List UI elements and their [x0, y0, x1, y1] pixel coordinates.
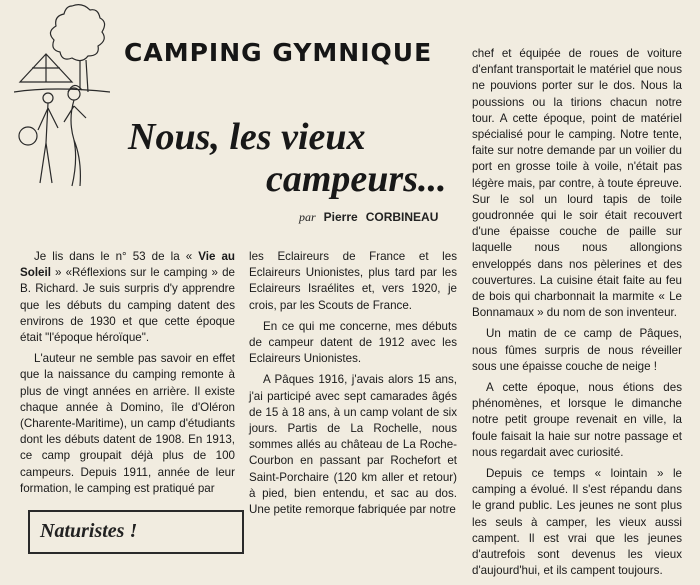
article-title-line-1: Nous, les vieux — [128, 116, 366, 158]
text-run: Je lis dans le n° 53 de la « — [34, 250, 199, 263]
campers-illustration — [14, 2, 110, 228]
woman-body — [64, 100, 86, 186]
paragraph: chef et équipée de roues de voiture d'enfant transportait le matériel que nous ne pouvions porter sur le dos. Nous la poussions ou la tirions chacun notre tour. A cette époque, point de matériel spécialisé pour le camping. Notre tente, faite sur notre demande par un voilier du port en grosse toile à voile, n'était pas légère mais, par contre, à toute épreuve. Sur le sol un lourd tapis de toile goudronnée qui le soir était recouvert d'une épaisse couche de paille sur laquelle nous nous allongions enveloppés dans nos pèlerines et des couvertures. La cuisine était faite au feu de bois qui charbonnait la marmite « Le Bonnamaux » du nom de son inventeur. — [472, 47, 682, 320]
byline-prefix: par — [299, 210, 316, 224]
column-3 — [472, 46, 682, 585]
man-head — [43, 93, 53, 103]
inset-title: Naturistes ! — [40, 520, 138, 542]
man-body — [38, 103, 58, 183]
paragraph: A Pâques 1916, j'avais alors 15 ans, j'ai participé avec sept camarades âgés de 15 à 18 ans, à un camp volant de six jours. Partis de La Rochelle, nous sommes allés au château de La Roche-Courbon en passant par Rochefort et Saint-Porchaire (120 km aller et retour) à pied, bien entendu, et sac au dos. Une petite remorque fabriquée par notre — [249, 373, 457, 517]
byline — [299, 210, 438, 225]
paragraph: Un matin de ce camp de Pâques, nous fûmes surpris de nous réveiller sous une épaisse couche de neige ! — [472, 327, 682, 373]
text-run: » «Réflexions sur le camping » de B. Richard. Je suis surpris d'y apprendre que les débuts du camping datent des environs de 1930 et que cette époque était "l'époque héroïque". — [20, 266, 235, 345]
paragraph: L'auteur ne semble pas savoir en effet que la naissance du camping remonte à plus de vingt années en arrière. Il existe chaque année à Domino, île d'Oléron (Charente-Maritime), un camp d'étudiants dont les débuts datent de 1908. En 1913, ce camp groupait déjà plus de 100 campeurs. Depuis 1911, année de leur formation, le camping est pratiqué par — [20, 352, 235, 495]
paragraph: A cette époque, nous étions des phénomènes, et lorsque le dimanche notre petit groupe revenait en ville, la foule faisait la haie sur notre passage et nous regardait avec curiosité. — [472, 381, 682, 459]
author-last-name: CORBINEAU — [365, 210, 439, 224]
paragraph — [20, 249, 235, 346]
tree-trunk — [80, 60, 88, 92]
paragraph: En ce qui me concerne, mes débuts de campeur datent de 1912 avec les Eclaireurs Unionistes. — [249, 319, 457, 366]
section-title: CAMPING GYMNIQUE — [124, 38, 433, 67]
column-1 — [20, 249, 235, 502]
article-title-line-2: campeurs... — [266, 158, 447, 200]
ground-line — [14, 89, 110, 92]
author-first-name: Pierre — [323, 210, 358, 224]
paragraph: Depuis ce temps « lointain » le camping a évolué. Il s'est répandu dans le grand public. Les jeunes ne sont plus les seuls à camper, les vieux aussi campent. Il est vrai que les jeunes d'autrefois sont devenus les vieux d'aujourd'hui, et ils campent toujours. — [472, 467, 682, 578]
ball — [19, 127, 37, 145]
column-2 — [249, 249, 457, 523]
tree-outline — [50, 5, 104, 61]
magazine-name: Vie au Soleil — [20, 250, 235, 280]
paragraph: les Eclaireurs de France et les Eclaireurs Unionistes, plus tard par les Eclaireurs Israélites et, vers 1920, je crois, par les Scouts de France. — [249, 250, 457, 312]
inset-box — [28, 510, 244, 554]
